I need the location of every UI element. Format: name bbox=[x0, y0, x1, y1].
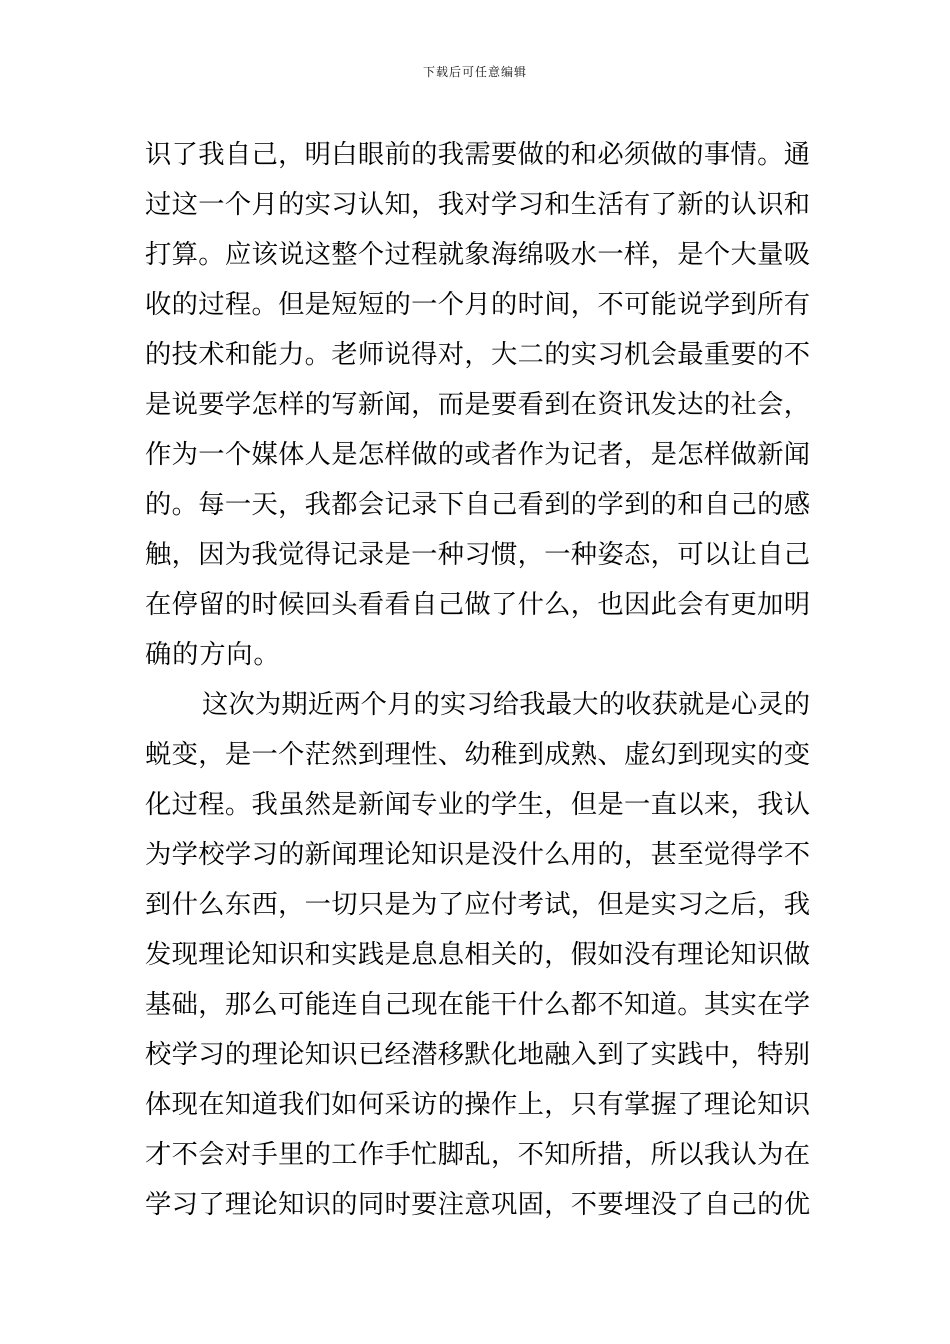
text-line: 到什么东西，一切只是为了应付考试，但是实习之后，我 bbox=[145, 890, 810, 920]
text-line: 的。每一天，我都会记录下自己看到的学到的和自己的感 bbox=[145, 490, 810, 520]
text-line: 学习了理论知识的同时要注意巩固，不要埋没了自己的优 bbox=[145, 1190, 810, 1220]
text-line: 蜕变，是一个茫然到理性、幼稚到成熟、虚幻到现实的变 bbox=[145, 740, 810, 770]
text-line: 才不会对手里的工作手忙脚乱，不知所措，所以我认为在 bbox=[145, 1140, 810, 1170]
text-line: 这次为期近两个月的实习给我最大的收获就是心灵的 bbox=[202, 690, 810, 720]
text-line: 化过程。我虽然是新闻专业的学生，但是一直以来，我认 bbox=[145, 790, 810, 820]
paragraph-1 bbox=[145, 130, 810, 680]
text-line: 识了我自己，明白眼前的我需要做的和必须做的事情。通 bbox=[145, 140, 810, 170]
text-line: 过这一个月的实习认知，我对学习和生活有了新的认识和 bbox=[145, 190, 810, 220]
page-header: 下载后可任意编辑 bbox=[422, 65, 527, 79]
document-body bbox=[145, 130, 810, 1230]
text-line: 校学习的理论知识已经潜移默化地融入到了实践中，特别 bbox=[145, 1040, 810, 1070]
text-line: 基础，那么可能连自己现在能干什么都不知道。其实在学 bbox=[145, 990, 810, 1020]
text-line: 打算。应该说这整个过程就象海绵吸水一样，是个大量吸 bbox=[145, 240, 810, 270]
text-line: 体现在知道我们如何采访的操作上，只有掌握了理论知识 bbox=[145, 1090, 810, 1120]
text-line: 收的过程。但是短短的一个月的时间，不可能说学到所有 bbox=[145, 290, 810, 320]
text-line: 是说要学怎样的写新闻，而是要看到在资讯发达的社会， bbox=[145, 390, 810, 420]
text-line: 为学校学习的新闻理论知识是没什么用的，甚至觉得学不 bbox=[145, 840, 810, 870]
text-line: 在停留的时候回头看看自己做了什么，也因此会有更加明 bbox=[145, 590, 810, 620]
paragraph-2 bbox=[145, 680, 810, 1230]
text-line: 触，因为我觉得记录是一种习惯，一种姿态，可以让自己 bbox=[145, 540, 810, 570]
text-line: 作为一个媒体人是怎样做的或者作为记者，是怎样做新闻 bbox=[145, 440, 810, 470]
text-line: 的技术和能力。老师说得对，大二的实习机会最重要的不 bbox=[145, 340, 810, 370]
text-line: 发现理论知识和实践是息息相关的，假如没有理论知识做 bbox=[145, 940, 810, 970]
text-line: 确的方向。 bbox=[145, 640, 281, 670]
